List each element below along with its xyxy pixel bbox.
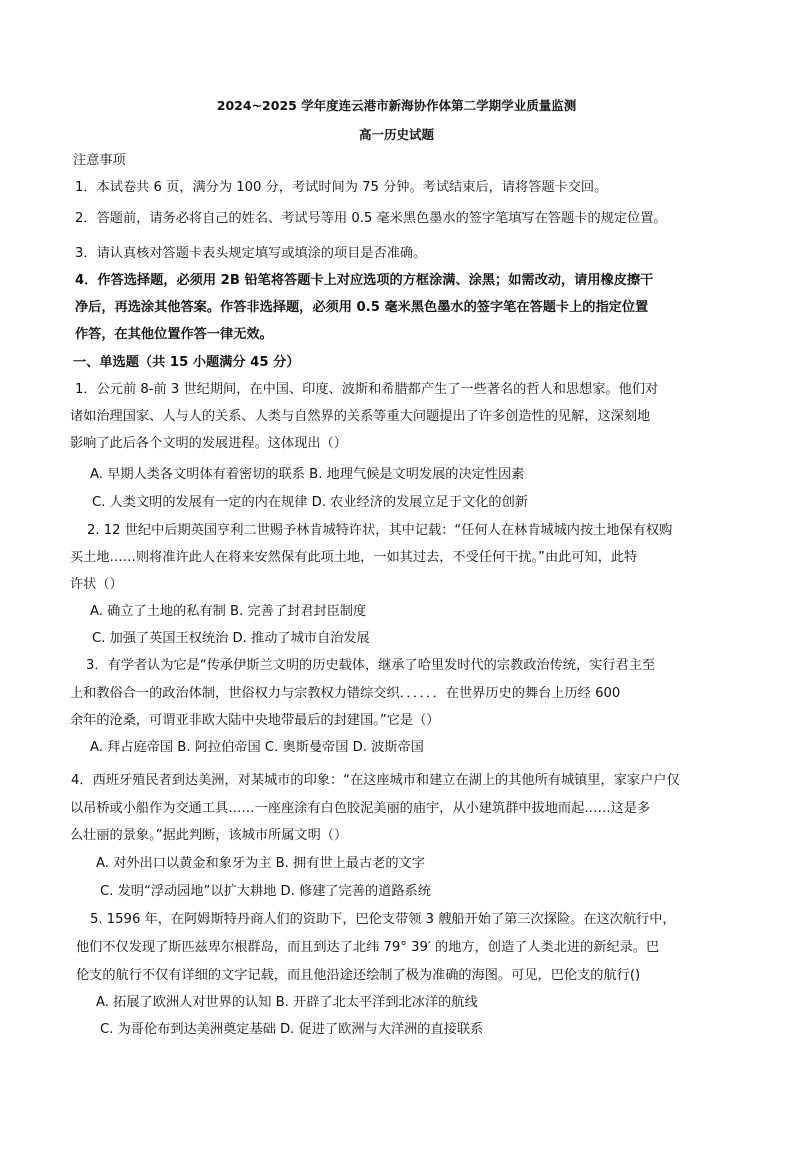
question-3-line-3: 余年的沧桑，可谓亚非欧大陆中央地带最后的封建国。”它是（） — [70, 713, 440, 728]
note-item-3: 3．请认真核对答题卡表头规定填写或填涂的项目是否准确。 — [75, 246, 427, 261]
question-1-options-line-1: A. 早期人类各文明体有着密切的联系 B. 地理气候是文明发展的决定性因素 — [90, 467, 525, 482]
exam-subtitle: 高一历史试题 — [358, 127, 434, 142]
exam-title: 2024~2025 学年度连云港市新海协作体第二学期学业质量监测 — [216, 98, 577, 113]
question-5-line-2: 他们不仅发现了斯匹兹卑尔根群岛，而且到达了北纬 79° 39′ 的地方，创造了人类北进的新纪录。巴 — [76, 940, 660, 955]
question-2-options-line-2: C. 加强了英国王权统治 D. 推动了城市自治发展 — [92, 631, 370, 646]
question-2-line-3: 许状（） — [70, 577, 123, 592]
question-3-options-line-1: A. 拜占庭帝国 B. 阿拉伯帝国 C. 奥斯曼帝国 D. 波斯帝国 — [90, 740, 424, 755]
question-2-options-line-1: A. 确立了土地的私有制 B. 完善了封君封臣制度 — [90, 604, 367, 619]
question-2-line-2: 买土地……则将准许此人在将来安然保有此项土地，一如其过去，不受任何干扰。”由此可知，此特 — [70, 550, 638, 565]
question-1-options-line-2: C. 人类文明的发展有一定的内在规律 D. 农业经济的发展立足于文化的创新 — [92, 495, 528, 510]
question-5-line-1: 5. 1596 年，在阿姆斯特丹商人们的资助下，巴伦支带领 3 艘船开始了第三次探险。在这次航行中， — [90, 912, 676, 927]
question-5-line-3: 伦支的航行不仅有详细的文字记载，而且他沿途还绘制了极为准确的海图。可见，巴伦支的航行() — [76, 968, 641, 983]
question-4-line-1: 4．西班牙殖民者到达美洲，对某城市的印象：“在这座城市和建立在湖上的其他所有城镇里，家家户户仅 — [71, 773, 680, 788]
question-1-line-3: 影响了此后各个文明的发展进程。这体现出（） — [70, 436, 347, 451]
note-item-4-line-1: 4．作答选择题，必须用 2B 铅笔将答题卡上对应选项的方框涂满、涂黑；如需改动，请用橡皮擦干 — [75, 273, 654, 288]
question-3-line-1: 3．有学者认为它是“传承伊斯兰文明的历史载体，继承了哈里发时代的宗教政治传统，实行君主至 — [86, 658, 656, 673]
question-5-options-line-1: A. 拓展了欧洲人对世界的认知 B. 开辟了北太平洋到北冰洋的航线 — [96, 995, 478, 1010]
question-4-line-3: 么壮丽的景象。”据此判断，该城市所属文明（） — [70, 828, 348, 843]
question-1-line-2: 诸如治理国家、人与人的关系、人类与自然界的关系等重大问题提出了许多创造性的见解，这深刻地 — [70, 409, 651, 424]
note-item-4-line-3: 作答，在其他位置作答一律无效。 — [75, 327, 273, 342]
note-item-2: 2．答题前，请务必将自己的姓名、考试号等用 0.5 毫米黑色墨水的签字笔填写在答题卡的规定位置。 — [75, 211, 667, 226]
note-item-1: 1．本试卷共 6 页，满分为 100 分，考试时间为 75 分钟。考试结束后，请将答题卡交回。 — [75, 180, 608, 195]
question-4-options-line-2: C. 发明“浮动园地”以扩大耕地 D. 修建了完善的道路系统 — [100, 884, 431, 899]
question-1-line-1: 1．公元前 8-前 3 世纪期间，在中国、印度、波斯和希腊都产生了一些著名的哲人和思想家。他们对 — [75, 382, 659, 397]
question-5-options-line-2: C. 为哥伦布到达美洲奠定基础 D. 促进了欧洲与大洋洲的直接联系 — [100, 1022, 484, 1037]
notes-heading: 注意事项 — [73, 153, 126, 168]
question-3-line-2: 上和教俗合一的政治体制，世俗权力与宗教权力错综交织．．．．．．在世界历史的舞台上历经 600 — [70, 686, 621, 701]
question-2-line-1: 2. 12 世纪中后期英国亨利二世赐予林肯城特许状，其中记载：“任何人在林肯城城内按土地保有权购 — [87, 523, 673, 538]
section-heading: 一、单选题（共 15 小题满分 45 分） — [73, 355, 300, 370]
question-4-options-line-1: A. 对外出口以黄金和象牙为主 B. 拥有世上最古老的文字 — [96, 856, 425, 871]
question-4-line-2: 以吊桥或小船作为交通工具……一座座涂有白色胶泥美丽的庙宇，从小建筑群中拔地而起……这是多 — [70, 801, 651, 816]
note-item-4-line-2: 净后，再选涂其他答案。作答非选择题，必须用 0.5 毫米黑色墨水的签字笔在答题卡上的指定位置 — [75, 300, 649, 315]
